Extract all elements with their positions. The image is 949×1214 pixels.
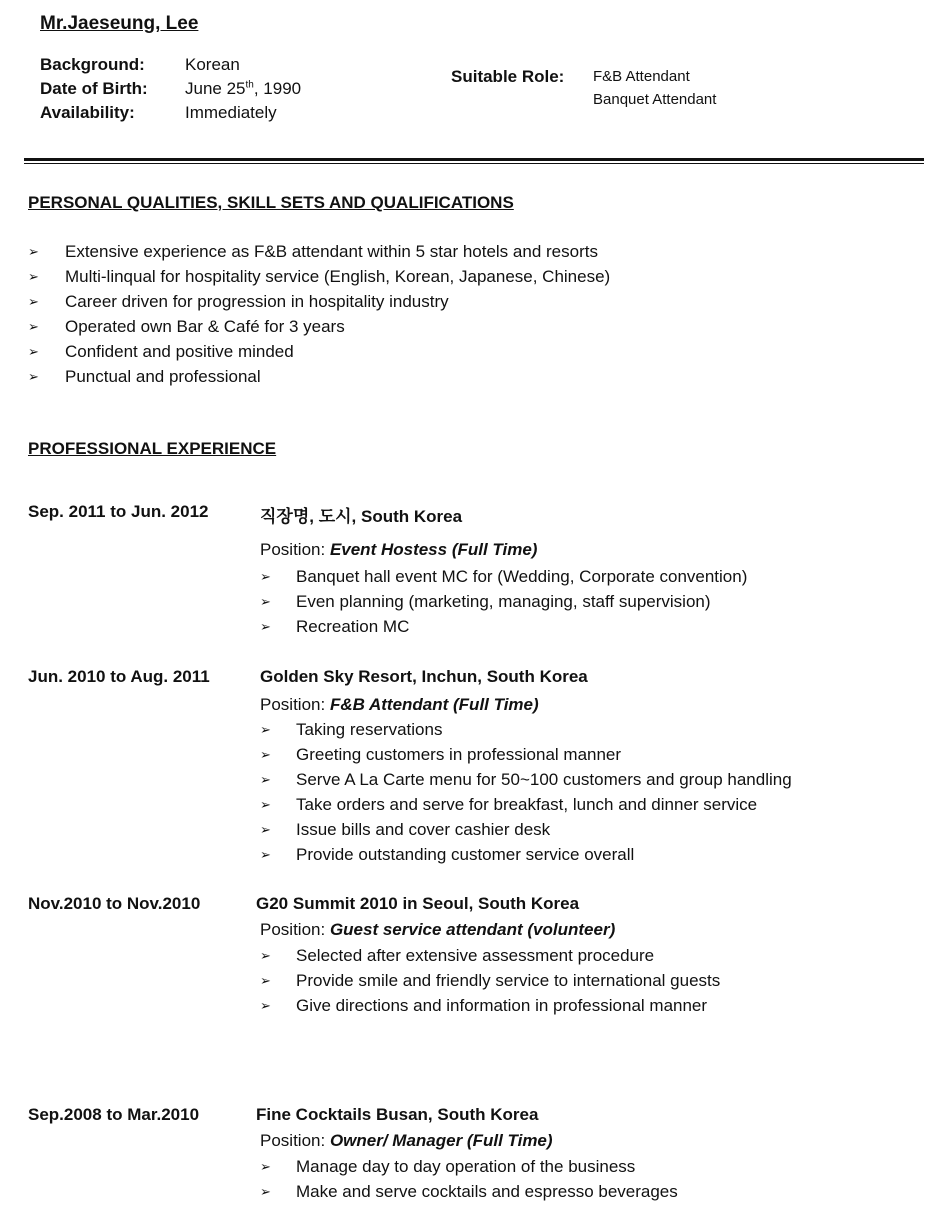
bullet-arrow-icon: ➢	[28, 269, 39, 284]
job-duties	[260, 1154, 678, 1204]
bullet-arrow-icon: ➢	[260, 619, 271, 634]
bullet-arrow-icon: ➢	[28, 319, 39, 334]
job-duties	[260, 564, 747, 639]
suitable-role-label: Suitable Role:	[451, 67, 565, 86]
divider-thin	[24, 163, 924, 164]
bullet-arrow-icon: ➢	[28, 294, 39, 309]
background-label: Background:	[40, 55, 145, 74]
list-item: ➢ Punctual and professional	[28, 364, 610, 389]
job-position: Position: F&B Attendant (Full Time)	[260, 695, 539, 714]
bullet-arrow-icon: ➢	[260, 569, 271, 584]
list-item: ➢ Give directions and information in professional manner	[260, 993, 720, 1018]
bullet-arrow-icon: ➢	[28, 244, 39, 259]
bullet-arrow-icon: ➢	[260, 747, 271, 762]
bullet-arrow-icon: ➢	[260, 722, 271, 737]
job-position: Position: Event Hostess (Full Time)	[260, 540, 538, 559]
list-item: ➢ Selected after extensive assessment procedure	[260, 943, 720, 968]
job-organization: G20 Summit 2010 in Seoul, South Korea	[256, 894, 580, 913]
bullet-arrow-icon: ➢	[260, 973, 271, 988]
job-organization: Fine Cocktails Busan, South Korea	[256, 1105, 539, 1124]
bullet-arrow-icon: ➢	[260, 847, 271, 862]
suitable-role-1: F&B Attendant	[593, 68, 690, 85]
list-item: ➢ Recreation MC	[260, 614, 747, 639]
list-item: ➢ Take orders and serve for breakfast, lunch and dinner service	[260, 792, 792, 817]
bullet-arrow-icon: ➢	[28, 369, 39, 384]
bullet-arrow-icon: ➢	[260, 998, 271, 1013]
list-item: ➢ Manage day to day operation of the business	[260, 1154, 678, 1179]
job-organization: Golden Sky Resort, Inchun, South Korea	[260, 667, 588, 686]
job-dates: Jun. 2010 to Aug. 2011	[28, 667, 210, 686]
list-item: ➢ Multi-linqual for hospitality service (English, Korean, Japanese, Chinese)	[28, 264, 610, 289]
job-duties	[260, 943, 720, 1018]
bullet-arrow-icon: ➢	[260, 797, 271, 812]
list-item: ➢ Greeting customers in professional manner	[260, 742, 792, 767]
list-item: ➢ Issue bills and cover cashier desk	[260, 817, 792, 842]
job-position: Position: Guest service attendant (volunteer)	[260, 920, 616, 939]
bullet-arrow-icon: ➢	[28, 344, 39, 359]
bullet-arrow-icon: ➢	[260, 1159, 271, 1174]
divider-thick	[24, 158, 924, 161]
candidate-name: Mr.Jaeseung, Lee	[40, 13, 199, 34]
job-dates: Nov.2010 to Nov.2010	[28, 894, 201, 913]
job-position: Position: Owner/ Manager (Full Time)	[260, 1131, 553, 1150]
bullet-arrow-icon: ➢	[260, 594, 271, 609]
list-item: ➢ Career driven for progression in hospitality industry	[28, 289, 610, 314]
suitable-role-2: Banquet Attendant	[593, 91, 717, 108]
list-item: ➢ Operated own Bar & Café for 3 years	[28, 314, 610, 339]
job-duties	[260, 717, 792, 867]
list-item: ➢ Serve A La Carte menu for 50~100 customers and group handling	[260, 767, 792, 792]
experience-heading: PROFESSIONAL EXPERIENCE	[28, 439, 277, 458]
list-item: ➢ Banquet hall event MC for (Wedding, Corporate convention)	[260, 564, 747, 589]
bullet-arrow-icon: ➢	[260, 948, 271, 963]
background-value: Korean	[185, 55, 240, 74]
job-dates: Sep.2008 to Mar.2010	[28, 1105, 200, 1124]
list-item: ➢ Provide smile and friendly service to international guests	[260, 968, 720, 993]
qualifications-heading: PERSONAL QUALITIES, SKILL SETS AND QUALIFICATIONS	[28, 193, 514, 212]
availability-label: Availability:	[40, 103, 135, 122]
list-item: ➢ Provide outstanding customer service overall	[260, 842, 792, 867]
dob-value: June 25th, 1990	[185, 79, 302, 98]
list-item: ➢ Taking reservations	[260, 717, 792, 742]
qualifications-list	[28, 239, 610, 389]
list-item: ➢ Make and serve cocktails and espresso beverages	[260, 1179, 678, 1204]
job-organization: 직장명, 도시, South Korea	[260, 507, 463, 526]
list-item: ➢ Confident and positive minded	[28, 339, 610, 364]
list-item: ➢ Extensive experience as F&B attendant within 5 star hotels and resorts	[28, 239, 610, 264]
dob-label: Date of Birth:	[40, 79, 148, 98]
availability-value: Immediately	[185, 103, 277, 122]
list-item: ➢ Even planning (marketing, managing, staff supervision)	[260, 589, 747, 614]
bullet-arrow-icon: ➢	[260, 1184, 271, 1199]
bullet-arrow-icon: ➢	[260, 772, 271, 787]
job-dates: Sep. 2011 to Jun. 2012	[28, 502, 209, 521]
bullet-arrow-icon: ➢	[260, 822, 271, 837]
